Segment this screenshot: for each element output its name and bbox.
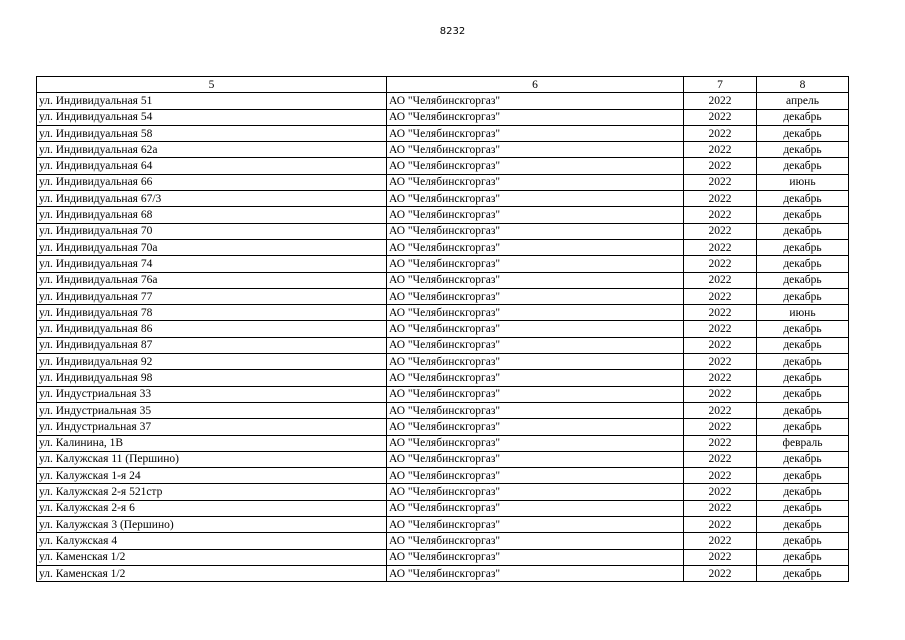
table-row (37, 239, 849, 255)
table-row (37, 435, 849, 451)
organization-cell: АО "Челябинскгоргаз" (387, 125, 684, 141)
year-cell: 2022 (684, 142, 757, 158)
organization-cell: АО "Челябинскгоргаз" (387, 191, 684, 207)
address-cell: ул. Каменская 1/2 (37, 565, 387, 581)
table-row (37, 451, 849, 467)
month-cell: декабрь (757, 549, 849, 565)
month-cell: декабрь (757, 239, 849, 255)
organization-cell: АО "Челябинскгоргаз" (387, 158, 684, 174)
address-cell: ул. Индивидуальная 67/3 (37, 191, 387, 207)
page-number: 8232 (439, 26, 466, 37)
month-cell: декабрь (757, 451, 849, 467)
year-cell: 2022 (684, 386, 757, 402)
address-cell: ул. Калужская 3 (Першино) (37, 517, 387, 533)
month-cell: декабрь (757, 402, 849, 418)
year-cell: 2022 (684, 370, 757, 386)
address-cell: ул. Индивидуальная 92 (37, 354, 387, 370)
table-row (37, 125, 849, 141)
table-header-row (37, 77, 849, 93)
table-row (37, 402, 849, 418)
organization-cell: АО "Челябинскгоргаз" (387, 256, 684, 272)
month-cell: декабрь (757, 125, 849, 141)
address-cell: ул. Индустриальная 35 (37, 402, 387, 418)
organization-cell: АО "Челябинскгоргаз" (387, 354, 684, 370)
table-row (37, 174, 849, 190)
month-cell: декабрь (757, 272, 849, 288)
organization-cell: АО "Челябинскгоргаз" (387, 370, 684, 386)
address-cell: ул. Индивидуальная 76а (37, 272, 387, 288)
month-cell: декабрь (757, 321, 849, 337)
month-cell: декабрь (757, 256, 849, 272)
address-cell: ул. Индивидуальная 70 (37, 223, 387, 239)
organization-cell: АО "Челябинскгоргаз" (387, 533, 684, 549)
column-header: 6 (387, 77, 684, 93)
address-cell: ул. Индивидуальная 86 (37, 321, 387, 337)
address-cell: ул. Индивидуальная 54 (37, 109, 387, 125)
organization-cell: АО "Челябинскгоргаз" (387, 484, 684, 500)
table-body (37, 93, 849, 582)
year-cell: 2022 (684, 239, 757, 255)
year-cell: 2022 (684, 256, 757, 272)
year-cell: 2022 (684, 549, 757, 565)
month-cell: декабрь (757, 565, 849, 581)
table-row (37, 468, 849, 484)
table-row (37, 517, 849, 533)
year-cell: 2022 (684, 288, 757, 304)
table-row (37, 354, 849, 370)
organization-cell: АО "Челябинскгоргаз" (387, 451, 684, 467)
year-cell: 2022 (684, 174, 757, 190)
organization-cell: АО "Челябинскгоргаз" (387, 272, 684, 288)
year-cell: 2022 (684, 419, 757, 435)
column-header: 5 (37, 77, 387, 93)
month-cell: декабрь (757, 109, 849, 125)
address-cell: ул. Индивидуальная 62а (37, 142, 387, 158)
table-row (37, 158, 849, 174)
address-cell: ул. Калужская 11 (Першино) (37, 451, 387, 467)
column-header: 7 (684, 77, 757, 93)
year-cell: 2022 (684, 468, 757, 484)
organization-cell: АО "Челябинскгоргаз" (387, 386, 684, 402)
table-row (37, 337, 849, 353)
year-cell: 2022 (684, 207, 757, 223)
organization-cell: АО "Челябинскгоргаз" (387, 565, 684, 581)
month-cell: декабрь (757, 386, 849, 402)
month-cell: декабрь (757, 484, 849, 500)
year-cell: 2022 (684, 223, 757, 239)
year-cell: 2022 (684, 402, 757, 418)
month-cell: декабрь (757, 354, 849, 370)
table-row (37, 191, 849, 207)
table-row (37, 321, 849, 337)
month-cell: декабрь (757, 337, 849, 353)
table-row (37, 549, 849, 565)
month-cell: декабрь (757, 533, 849, 549)
organization-cell: АО "Челябинскгоргаз" (387, 207, 684, 223)
organization-cell: АО "Челябинскгоргаз" (387, 500, 684, 516)
organization-cell: АО "Челябинскгоргаз" (387, 321, 684, 337)
address-cell: ул. Индивидуальная 70а (37, 239, 387, 255)
year-cell: 2022 (684, 93, 757, 109)
year-cell: 2022 (684, 158, 757, 174)
month-cell: декабрь (757, 288, 849, 304)
year-cell: 2022 (684, 321, 757, 337)
table-row (37, 419, 849, 435)
organization-cell: АО "Челябинскгоргаз" (387, 468, 684, 484)
table-row (37, 223, 849, 239)
organization-cell: АО "Челябинскгоргаз" (387, 435, 684, 451)
address-cell: ул. Индустриальная 33 (37, 386, 387, 402)
organization-cell: АО "Челябинскгоргаз" (387, 337, 684, 353)
table-row (37, 484, 849, 500)
organization-cell: АО "Челябинскгоргаз" (387, 305, 684, 321)
month-cell: февраль (757, 435, 849, 451)
year-cell: 2022 (684, 500, 757, 516)
organization-cell: АО "Челябинскгоргаз" (387, 402, 684, 418)
table-row (37, 272, 849, 288)
address-cell: ул. Индивидуальная 87 (37, 337, 387, 353)
year-cell: 2022 (684, 109, 757, 125)
table-row (37, 256, 849, 272)
address-cell: ул. Индивидуальная 68 (37, 207, 387, 223)
column-header: 8 (757, 77, 849, 93)
table-row (37, 533, 849, 549)
address-cell: ул. Индустриальная 37 (37, 419, 387, 435)
month-cell: июнь (757, 305, 849, 321)
address-cell: ул. Индивидуальная 58 (37, 125, 387, 141)
address-cell: ул. Калужская 2-я 521стр (37, 484, 387, 500)
month-cell: июнь (757, 174, 849, 190)
table-row (37, 207, 849, 223)
address-cell: ул. Калужская 4 (37, 533, 387, 549)
year-cell: 2022 (684, 191, 757, 207)
month-cell: декабрь (757, 517, 849, 533)
year-cell: 2022 (684, 533, 757, 549)
organization-cell: АО "Челябинскгоргаз" (387, 223, 684, 239)
month-cell: декабрь (757, 500, 849, 516)
organization-cell: АО "Челябинскгоргаз" (387, 419, 684, 435)
year-cell: 2022 (684, 337, 757, 353)
table-row (37, 305, 849, 321)
year-cell: 2022 (684, 354, 757, 370)
organization-cell: АО "Челябинскгоргаз" (387, 239, 684, 255)
table-row (37, 386, 849, 402)
year-cell: 2022 (684, 517, 757, 533)
table-row (37, 500, 849, 516)
table-row (37, 93, 849, 109)
year-cell: 2022 (684, 272, 757, 288)
address-cell: ул. Каменская 1/2 (37, 549, 387, 565)
address-cell: ул. Индивидуальная 98 (37, 370, 387, 386)
year-cell: 2022 (684, 125, 757, 141)
organization-cell: АО "Челябинскгоргаз" (387, 288, 684, 304)
table-row (37, 370, 849, 386)
organization-cell: АО "Челябинскгоргаз" (387, 174, 684, 190)
address-cell: ул. Калужская 2-я 6 (37, 500, 387, 516)
month-cell: декабрь (757, 207, 849, 223)
organization-cell: АО "Челябинскгоргаз" (387, 93, 684, 109)
table-row (37, 142, 849, 158)
table-row (37, 109, 849, 125)
data-table (36, 76, 849, 582)
month-cell: декабрь (757, 142, 849, 158)
address-cell: ул. Индивидуальная 78 (37, 305, 387, 321)
month-cell: апрель (757, 93, 849, 109)
organization-cell: АО "Челябинскгоргаз" (387, 109, 684, 125)
address-cell: ул. Калужская 1-я 24 (37, 468, 387, 484)
year-cell: 2022 (684, 305, 757, 321)
month-cell: декабрь (757, 223, 849, 239)
address-cell: ул. Индивидуальная 64 (37, 158, 387, 174)
address-cell: ул. Индивидуальная 74 (37, 256, 387, 272)
address-cell: ул. Индивидуальная 51 (37, 93, 387, 109)
organization-cell: АО "Челябинскгоргаз" (387, 517, 684, 533)
year-cell: 2022 (684, 451, 757, 467)
year-cell: 2022 (684, 484, 757, 500)
year-cell: 2022 (684, 565, 757, 581)
year-cell: 2022 (684, 435, 757, 451)
month-cell: декабрь (757, 419, 849, 435)
month-cell: декабрь (757, 468, 849, 484)
month-cell: декабрь (757, 191, 849, 207)
address-cell: ул. Индивидуальная 77 (37, 288, 387, 304)
address-cell: ул. Индивидуальная 66 (37, 174, 387, 190)
month-cell: декабрь (757, 370, 849, 386)
address-cell: ул. Калинина, 1В (37, 435, 387, 451)
table-row (37, 565, 849, 581)
month-cell: декабрь (757, 158, 849, 174)
organization-cell: АО "Челябинскгоргаз" (387, 549, 684, 565)
table-row (37, 288, 849, 304)
organization-cell: АО "Челябинскгоргаз" (387, 142, 684, 158)
